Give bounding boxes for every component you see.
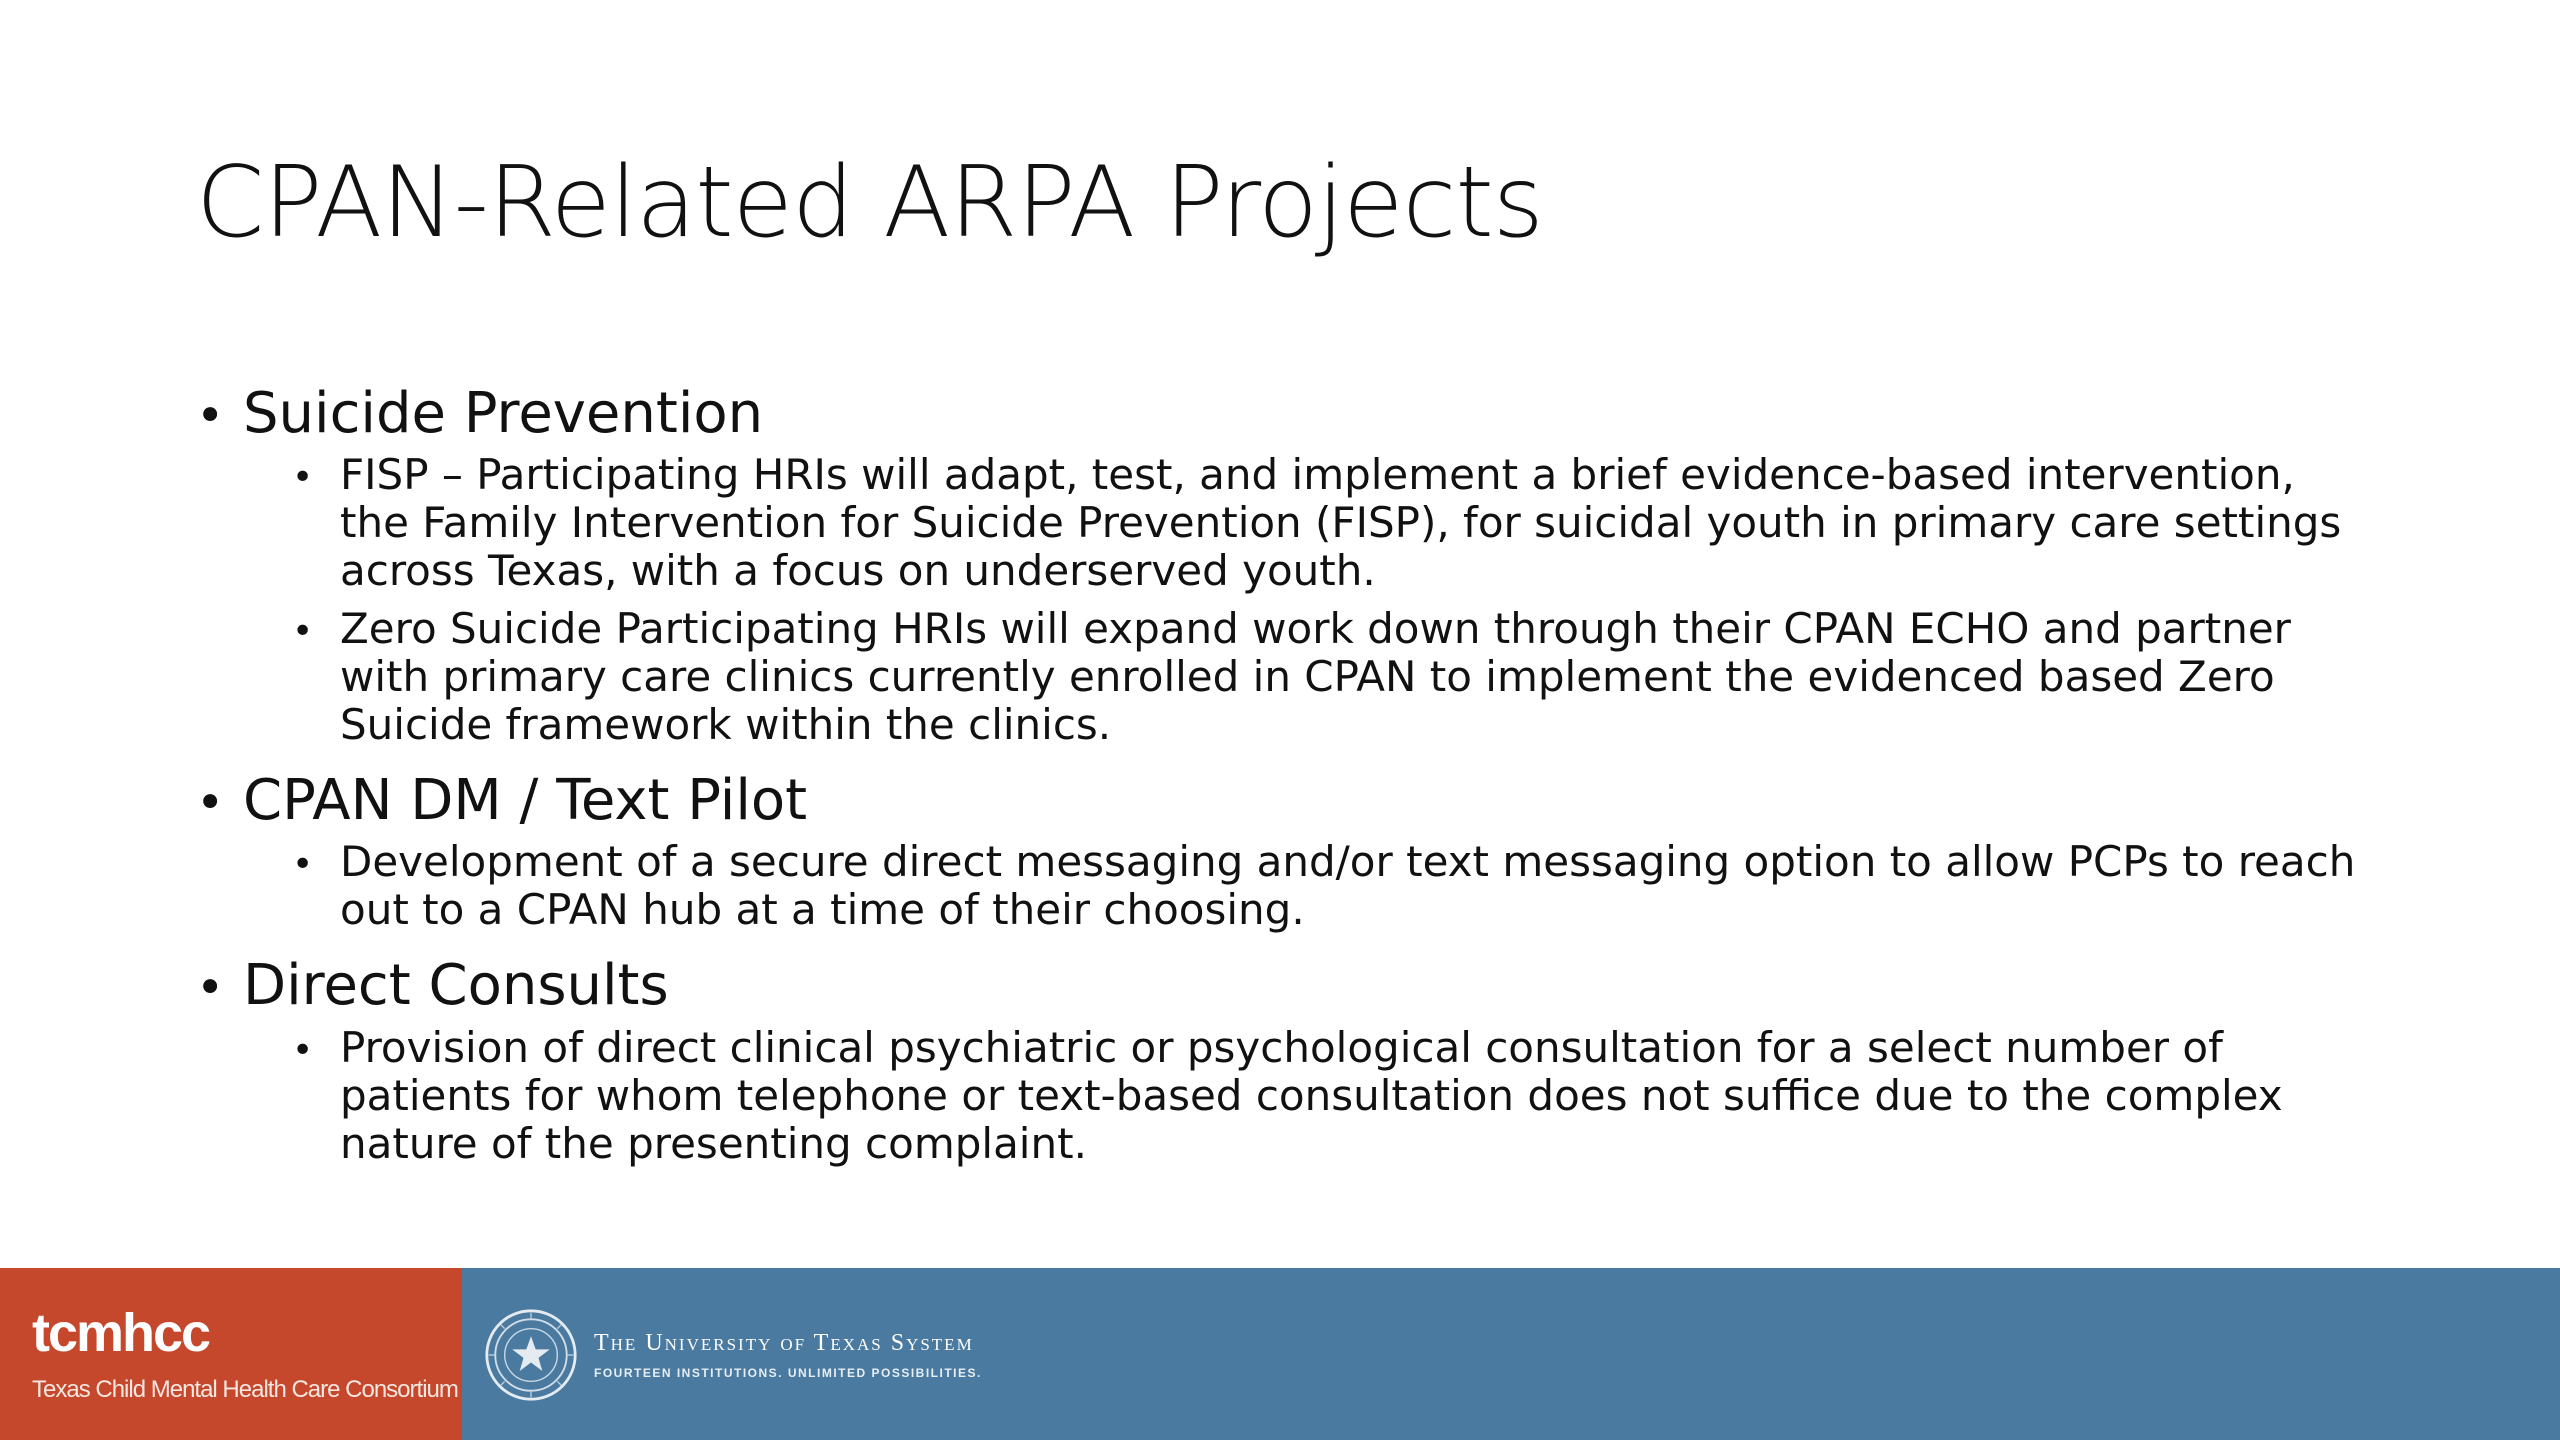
ut-system-tagline: FOURTEEN INSTITUTIONS. UNLIMITED POSSIBILITIES. [594, 1366, 982, 1380]
list-item-text: FISP – Participating HRIs will adapt, test, and implement a brief evidence-based intervention, the Family Intervention for Suicide Prevention (FISP), for suicidal youth in primary care settings across Texas, with a focus on underserved youth. [340, 450, 2342, 596]
section-heading [196, 952, 2376, 1019]
list-item [292, 605, 2376, 749]
tcmhcc-name: Texas Child Mental Health Care Consortium [32, 1376, 458, 1403]
section-heading-text: Direct Consults [243, 953, 669, 1019]
bullet-icon: • [196, 960, 225, 1017]
list-item [292, 838, 2376, 934]
sub-bullet-list [196, 451, 2376, 749]
slide-content [196, 380, 2376, 1186]
sub-bullet-list [196, 1024, 2376, 1168]
footer-bar [0, 1268, 2560, 1440]
section-heading-text: Suicide Prevention [243, 381, 764, 446]
tcmhcc-logo-block [0, 1268, 462, 1440]
sub-bullet-icon: • [292, 457, 314, 499]
bullet-icon: • [196, 775, 225, 832]
university-seal-icon [484, 1308, 578, 1402]
section-heading [196, 767, 2376, 834]
tcmhcc-logo: tcmhcc [32, 1303, 210, 1363]
section-heading [196, 380, 2376, 447]
list-item-text: Provision of direct clinical psychiatric or psychological consultation for a select number of patients for whom telephone or text-based consultation does not suffice due to the complex nature of the presenting complaint. [340, 1022, 2283, 1168]
section-cpan-dm-text-pilot [196, 767, 2376, 934]
list-item-text: Zero Suicide Participating HRIs will expand work down through their CPAN ECHO and partner with primary care clinics currently enrolled in CPAN to implement the evidenced based Zero Suicide framework within the clinics. [340, 604, 2291, 750]
section-suicide-prevention [196, 380, 2376, 749]
section-direct-consults [196, 952, 2376, 1167]
sub-bullet-icon: • [292, 1029, 314, 1071]
bullet-icon: • [196, 388, 225, 444]
list-item [292, 1024, 2376, 1168]
slide-title: CPAN-Related ARPA Projects [196, 146, 1543, 260]
section-heading-text: CPAN DM / Text Pilot [243, 768, 808, 834]
ut-system-name: The University of Texas System [594, 1330, 974, 1356]
sub-bullet-icon: • [292, 611, 314, 653]
list-item [292, 451, 2376, 595]
sub-bullet-icon: • [292, 844, 314, 886]
sub-bullet-list [196, 838, 2376, 934]
list-item-text: Development of a secure direct messaging and/or text messaging option to allow PCPs to reach out to a CPAN hub at a time of their choosing. [340, 837, 2356, 935]
